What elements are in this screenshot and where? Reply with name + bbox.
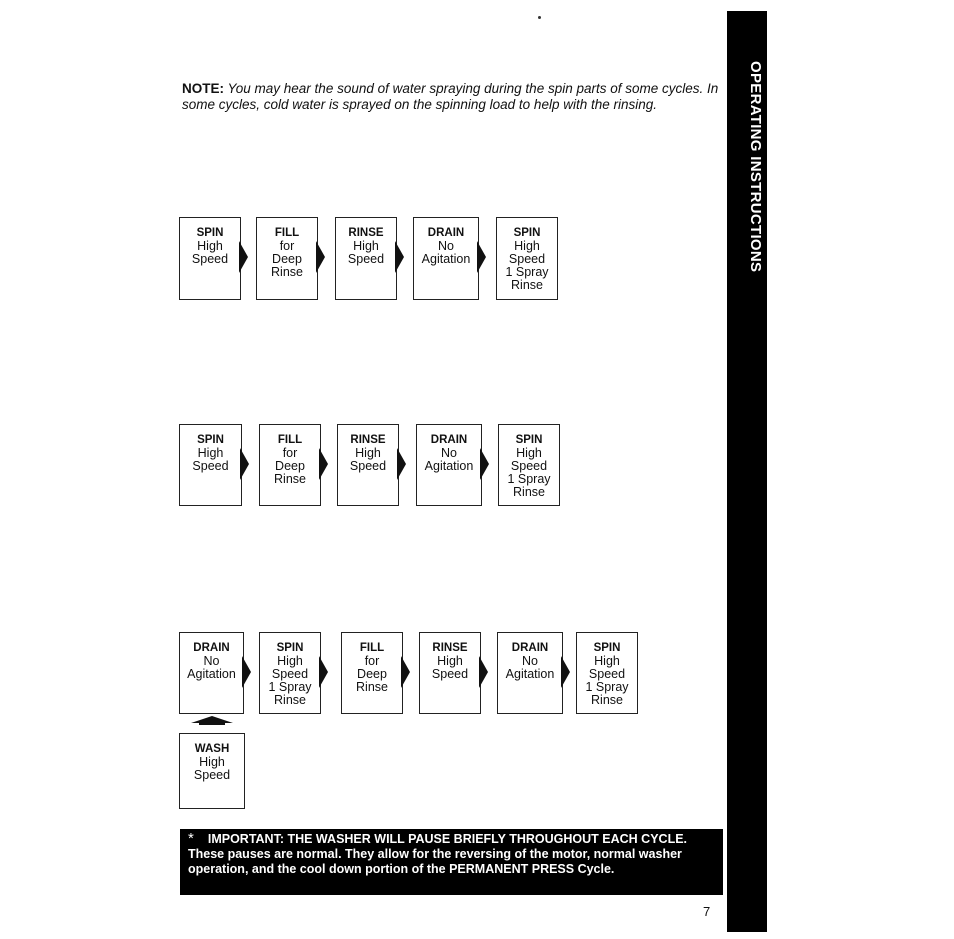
step-title: RINSE <box>348 227 384 239</box>
flow-arrow-icon <box>242 656 251 688</box>
flow-arrow-icon <box>401 656 410 688</box>
step-line: Speed <box>349 459 387 473</box>
step-line: Deep <box>357 667 387 681</box>
section-side-tab <box>727 11 767 932</box>
flow-arrow-icon <box>240 448 249 480</box>
step-title: WASH <box>194 743 230 755</box>
step-title: SPIN <box>593 642 621 654</box>
flow-arrow-icon <box>479 656 488 688</box>
step-line: Rinse <box>513 485 545 499</box>
step-box-rinse <box>337 424 399 506</box>
step-title: SPIN <box>196 227 224 239</box>
step-title: DRAIN <box>193 642 230 654</box>
step-box-rinse <box>335 217 397 300</box>
flow-arrow-icon <box>397 448 406 480</box>
step-line: No <box>438 239 454 253</box>
step-line: High <box>197 239 223 253</box>
step-line: Agitation <box>505 667 555 681</box>
step-title: FILL <box>274 227 300 239</box>
flow-arrow-icon <box>395 241 404 273</box>
step-line: 1 Spray <box>507 472 551 486</box>
up-arrow-icon <box>191 716 233 726</box>
step-line: Speed <box>347 252 385 266</box>
step-box-spin <box>576 632 638 714</box>
step-line: for <box>282 446 298 460</box>
step-line: Rinse <box>274 472 306 486</box>
step-line: High <box>353 239 379 253</box>
step-line: Speed <box>193 768 231 782</box>
step-box-spin <box>498 424 560 506</box>
note-text: You may hear the sound of water spraying during the spin parts of some cycles. In some cycles, cold water is sprayed on the spinning load to help with the rinsing. <box>182 81 719 112</box>
step-box-fill <box>259 424 321 506</box>
step-line: High <box>437 654 463 668</box>
step-line: No <box>203 654 220 668</box>
step-title: FILL <box>277 434 303 446</box>
step-box-spin <box>179 217 241 300</box>
step-line: High <box>514 239 540 253</box>
step-line: 1 Spray <box>585 680 629 694</box>
step-box-fill <box>341 632 403 714</box>
flow-arrow-icon <box>319 656 328 688</box>
step-line: Agitation <box>187 667 236 681</box>
asterisk: * <box>188 830 194 847</box>
step-line: Speed <box>271 667 309 681</box>
step-box-drain <box>179 632 244 714</box>
page-number: 7 <box>703 904 711 919</box>
flow-arrow-icon <box>319 448 328 480</box>
step-box-drain <box>416 424 482 506</box>
step-line: for <box>279 239 295 253</box>
step-line: Rinse <box>591 693 623 707</box>
step-title: DRAIN <box>430 434 468 446</box>
step-line: No <box>441 446 457 460</box>
step-line: High <box>594 654 620 668</box>
step-line: Speed <box>191 252 229 266</box>
step-title: SPIN <box>515 434 543 446</box>
step-line: Agitation <box>421 252 471 266</box>
step-box-rinse <box>419 632 481 714</box>
step-line: 1 Spray <box>268 680 312 694</box>
step-box-wash <box>179 733 245 809</box>
step-line: Rinse <box>274 693 306 707</box>
step-line: Speed <box>192 459 229 473</box>
step-title: RINSE <box>432 642 468 654</box>
step-line: Deep <box>275 459 305 473</box>
step-title: SPIN <box>197 434 224 446</box>
step-box-spin <box>179 424 242 506</box>
flow-arrow-icon <box>561 656 570 688</box>
step-line: 1 Spray <box>505 265 549 279</box>
step-box-drain <box>497 632 563 714</box>
step-box-spin <box>259 632 321 714</box>
flow-arrow-icon <box>316 241 325 273</box>
step-line: Speed <box>508 252 546 266</box>
step-line: for <box>364 654 380 668</box>
flow-arrow-icon <box>477 241 486 273</box>
step-title: RINSE <box>350 434 386 446</box>
step-box-drain <box>413 217 479 300</box>
step-title: SPIN <box>513 227 541 239</box>
note-paragraph <box>182 81 722 113</box>
step-line: Rinse <box>356 680 388 694</box>
important-text: IMPORTANT: THE WASHER WILL PAUSE BRIEFLY THROUGHOUT EACH CYCLE. These pauses are normal. They allow for the reversing of the motor, normal washer operation, and the cool down portion of the PERMANENT PRESS Cycle. <box>188 832 688 876</box>
step-line: Deep <box>272 252 302 266</box>
step-line: Rinse <box>271 265 303 279</box>
flow-arrow-icon <box>239 241 248 273</box>
step-line: Speed <box>510 459 548 473</box>
important-notice <box>180 829 723 895</box>
step-line: Rinse <box>511 278 543 292</box>
step-line: High <box>516 446 542 460</box>
step-box-spin <box>496 217 558 300</box>
step-line: Speed <box>588 667 626 681</box>
step-title: SPIN <box>276 642 304 654</box>
step-line: Agitation <box>424 459 474 473</box>
step-line: High <box>277 654 303 668</box>
step-title: DRAIN <box>511 642 549 654</box>
step-line: Speed <box>431 667 469 681</box>
step-line: High <box>199 755 225 769</box>
note-label: NOTE: <box>182 81 224 96</box>
step-title: FILL <box>359 642 385 654</box>
step-box-fill <box>256 217 318 300</box>
section-tab-label: OPERATING INSTRUCTIONS <box>747 61 764 273</box>
flow-arrow-icon <box>480 448 489 480</box>
step-line: High <box>197 446 224 460</box>
step-line: High <box>355 446 381 460</box>
step-line: No <box>522 654 538 668</box>
stray-dot <box>538 16 541 19</box>
step-title: DRAIN <box>427 227 465 239</box>
